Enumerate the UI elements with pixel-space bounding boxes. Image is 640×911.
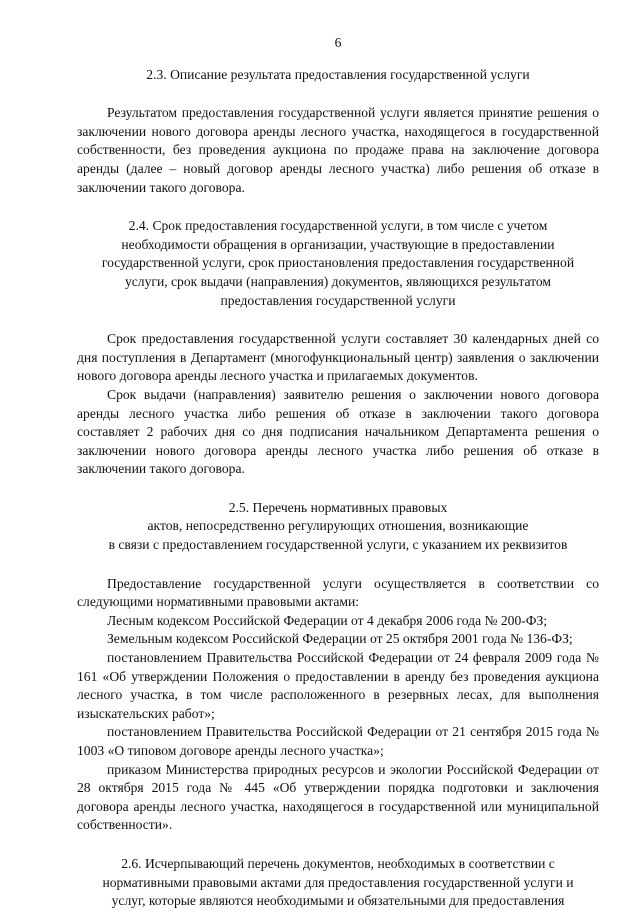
section-2-6-heading — [77, 855, 599, 911]
section-2-4-paragraph: Срок предоставления государственной услуги составляет 30 календарных дней со дня поступления в Департамент (многофункциональный центр) заявления о заключении нового договора аренды лесного участка и прилагаемых документов. — [77, 331, 599, 384]
heading-line: 2.4. Срок предоставления государственной услуги, в том числе с учетом — [128, 218, 548, 234]
heading-line: в связи с предоставлением государственной услуги, с указанием их реквизитов — [108, 537, 568, 553]
section-2-5-paragraph: постановлением Правительства Российской Федерации от 21 сентября 2015 года № 1003 «О типовом договоре аренды лесного участка»; — [77, 724, 599, 758]
section-2-3-paragraph: Результатом предоставления государственной услуги является принятие решения о заключении нового договора аренды лесного участка, находящегося в государственной собственности, без проведения аукциона по продаже права на заключение договора аренды (далее – новый договор аренды лесного участка) либо решения об отказе в заключении такого договора. — [77, 105, 599, 195]
section-2-5-paragraph: Лесным кодексом Российской Федерации от 4 декабря 2006 года № 200-ФЗ; — [107, 612, 548, 628]
heading-line: необходимости обращения в организации, участвующие в предоставлении — [121, 236, 555, 252]
section-2-4-heading — [77, 217, 599, 310]
section-2-4-paragraph: Срок выдачи (направления) заявителю решения о заключении нового договора аренды лесного участка либо решения об отказе в заключении такого договора составляет 2 рабочих дня со дня подписания начальником Департамента решения о заключении нового договора аренды лесного участка либо решения об отказе в заключении такого договора. — [77, 386, 599, 477]
page-number: 6 — [334, 35, 342, 50]
heading-line: актов, непосредственно регулирующих отношения, возникающие — [147, 518, 529, 534]
section-2-5-paragraph: Предоставление государственной услуги осуществляется в соответствии со следующими нормативными правовыми актами: — [77, 575, 599, 610]
heading-line: услуг, которые являются необходимыми и обязательными для предоставления — [111, 893, 565, 909]
section-2-5-heading — [77, 499, 599, 555]
section-2-5-paragraph: постановлением Правительства Российской Федерации от 24 февраля 2009 года № 161 «Об утверждении Положения о предоставлении в аренду без проведения аукциона лесного участка, в том числе расположенного в резервных лесах, для выполнения изыскательских работ»; — [77, 650, 599, 721]
section-2-3-heading: 2.3. Описание результата предоставления государственной услуги — [146, 66, 530, 82]
heading-line: нормативными правовыми актами для предоставления государственной услуги и — [102, 874, 574, 890]
section-2-5-paragraph: приказом Министерства природных ресурсов и экологии Российской Федерации от 28 октября 2015 года № 445 «Об утверждении порядка подготовки и заключения договора аренды лесного участка, находящегося в государственной или муниципальной собственности». — [77, 761, 599, 833]
heading-line: услуги, срок выдачи (направления) документов, являющихся результатом — [124, 273, 552, 289]
heading-line: 2.5. Перечень нормативных правовых — [228, 499, 448, 515]
heading-line: государственной услуги, срок приостановления предоставления государственной — [101, 255, 575, 271]
heading-line: предоставления государственной услуги — [220, 292, 456, 308]
heading-line: 2.6. Исчерпывающий перечень документов, необходимых в соответствии с — [121, 855, 555, 871]
section-2-5-paragraph: Земельным кодексом Российской Федерации от 25 октября 2001 года № 136-ФЗ; — [107, 631, 573, 647]
